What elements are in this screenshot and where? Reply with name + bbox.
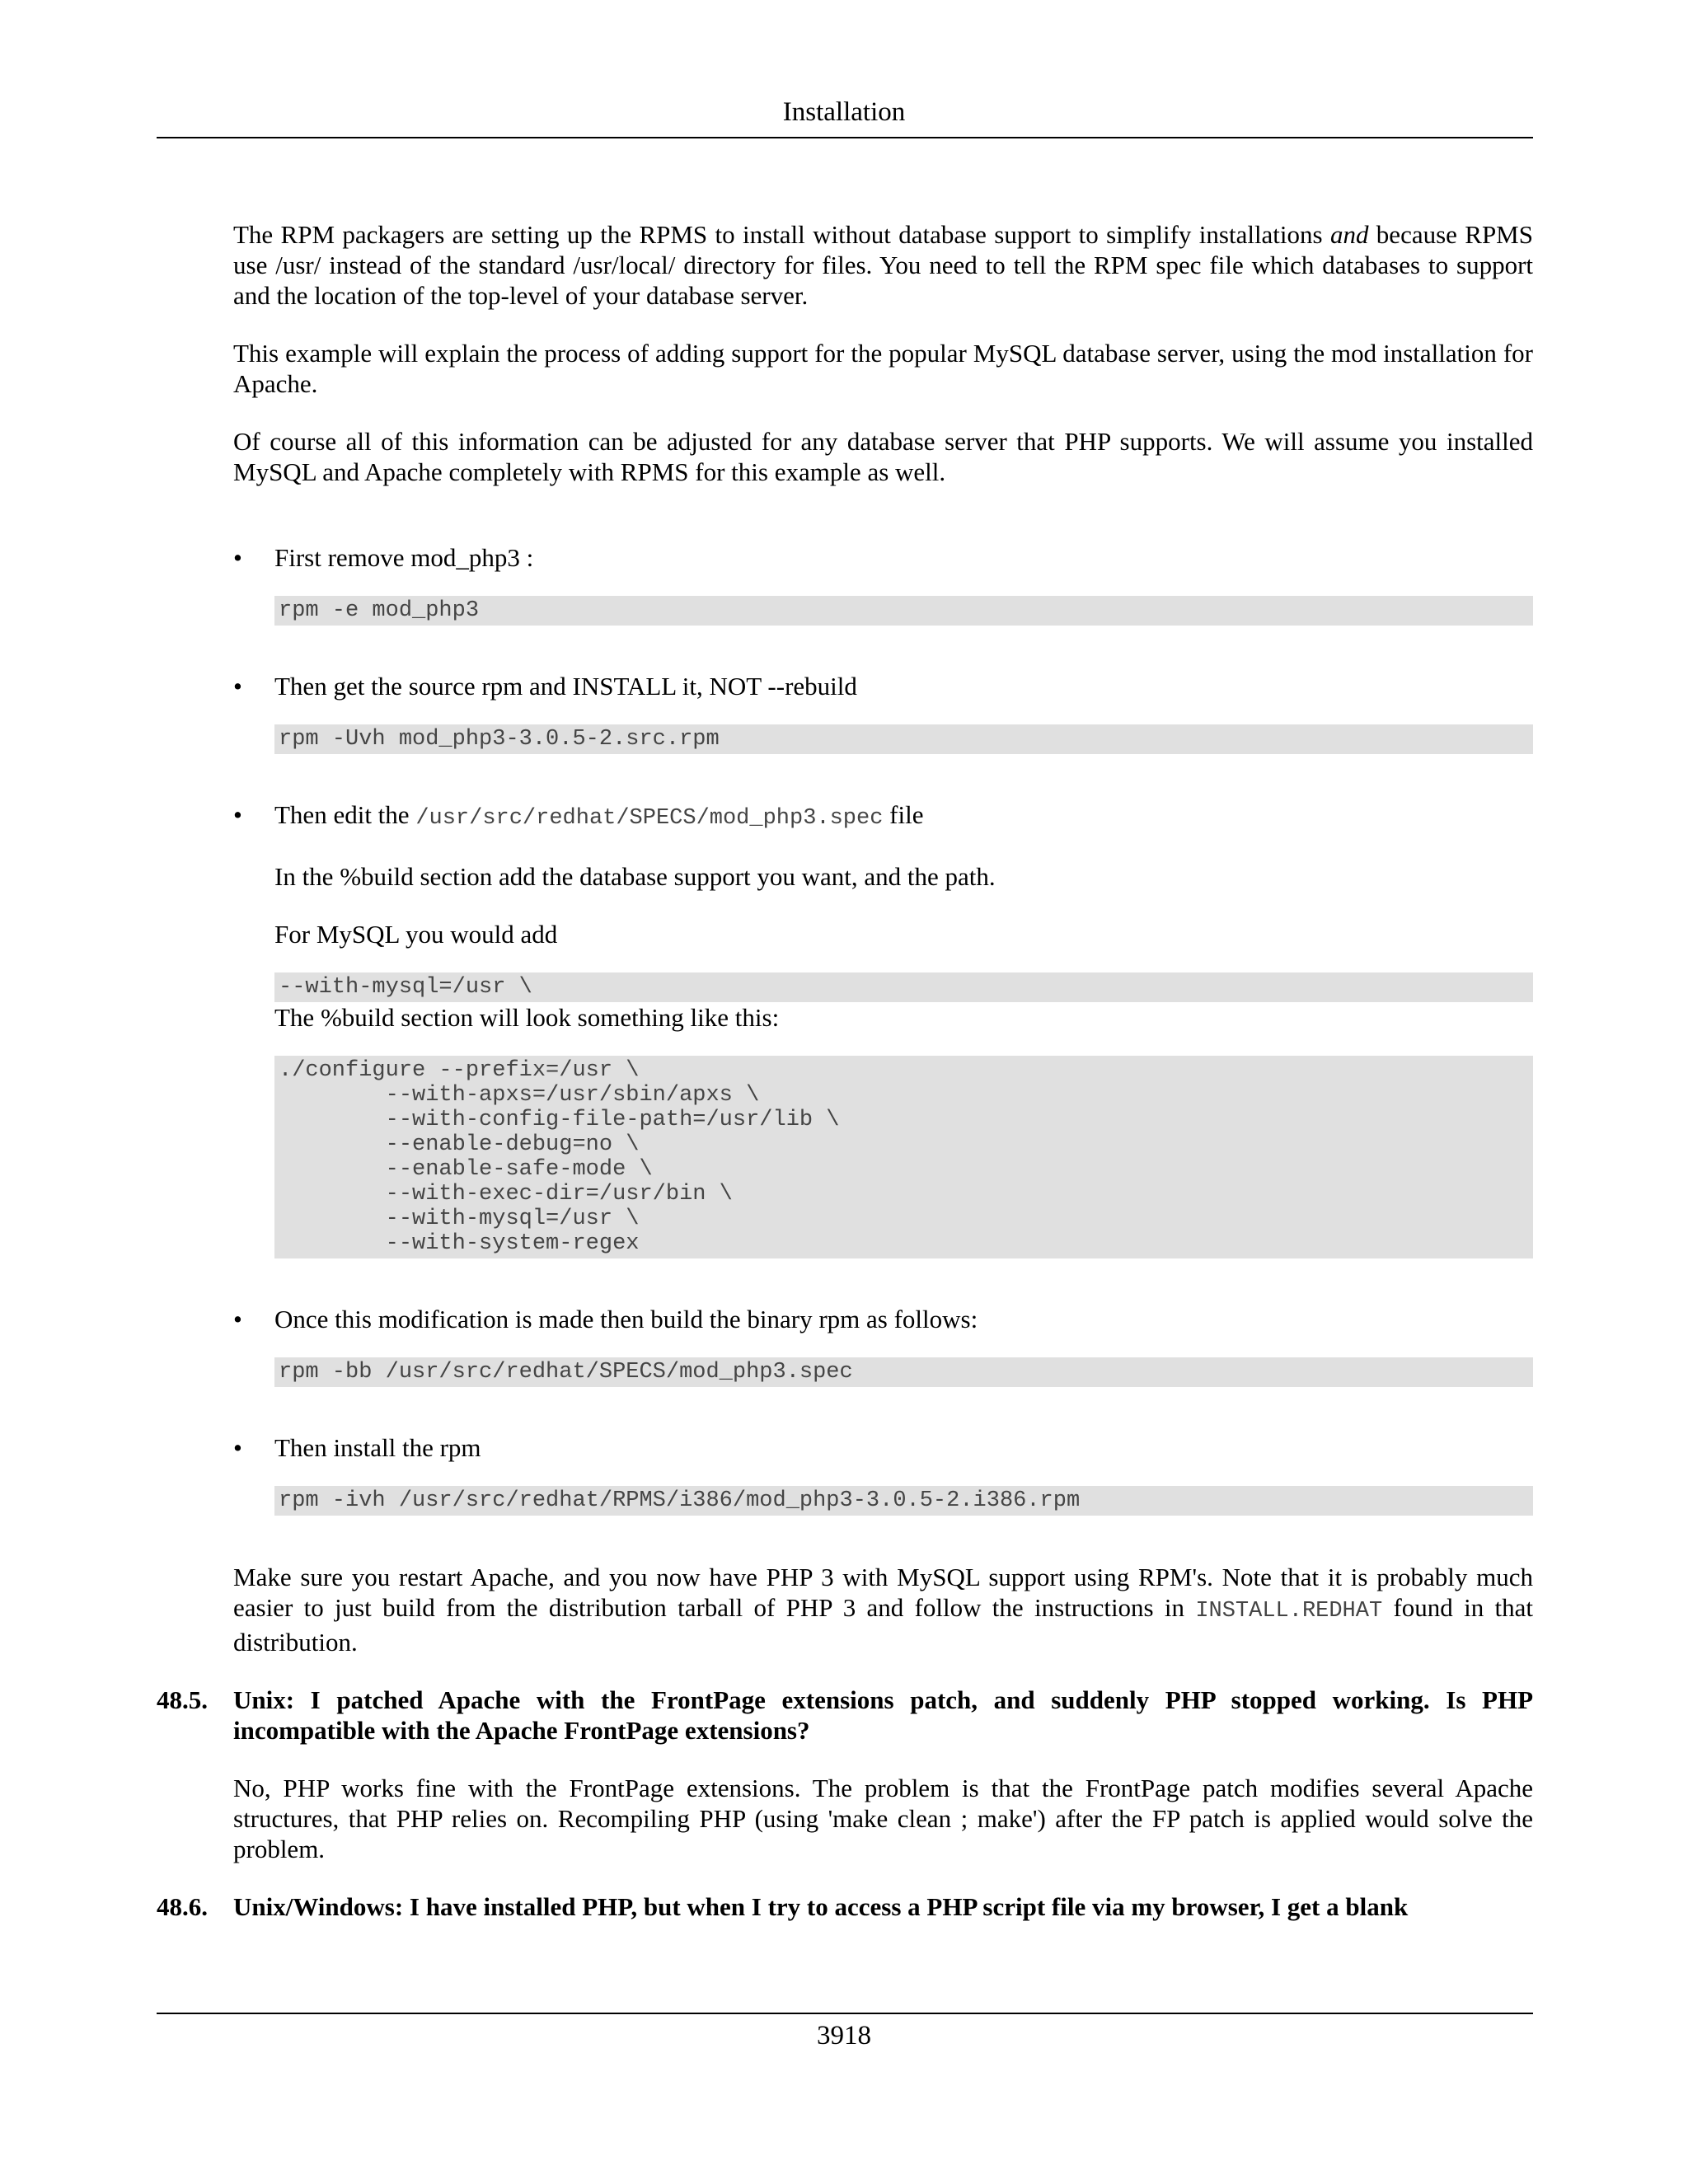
page-number: 3918 bbox=[817, 2021, 871, 2050]
outro-paragraph: Make sure you restart Apache, and you now have PHP 3 with MySQL support using RPM's. Note that it is probably much easier to just build from the distribution tarball of PHP 3 and follow the instructions in INSTALL.REDHAT found in that distribution. bbox=[233, 1563, 1533, 1657]
intro-paragraph-1: The RPM packagers are setting up the RPMS to install without database support to simplify installations and because RPMS use /usr/ instead of the standard /usr/local/ directory for files. You need to tell the RPM spec file which databases to support and the location of the top-level of your database server. bbox=[233, 220, 1533, 310]
inline-code: /usr/src/redhat/SPECS/mod_php3.spec bbox=[415, 806, 884, 831]
inline-code: INSTALL.REDHAT bbox=[1195, 1599, 1383, 1624]
footer-rule bbox=[157, 2013, 1533, 2014]
question-number: 48.6. bbox=[157, 1892, 208, 1921]
step-remove bbox=[233, 542, 1533, 626]
faq-answer-48-5: No, PHP works fine with the FrontPage extensions. The problem is that the FrontPage patch modifies several Apache structures, that PHP relies on. Recompiling PHP (using 'make clean ; make') after the FP patch is applied would solve the problem. bbox=[233, 1774, 1533, 1863]
bullet-icon: • bbox=[233, 800, 242, 829]
bullet-icon: • bbox=[233, 1305, 242, 1333]
code-block: rpm -ivh /usr/src/redhat/RPMS/i386/mod_php3-3.0.5-2.i386.rpm bbox=[274, 1486, 1533, 1516]
bullet-icon: • bbox=[233, 1433, 242, 1462]
code-block: rpm -bb /usr/src/redhat/SPECS/mod_php3.spec bbox=[274, 1357, 1533, 1387]
steps-list bbox=[233, 542, 1533, 1516]
code-block: --with-mysql=/usr \ bbox=[274, 972, 1533, 1002]
step-get-source bbox=[233, 671, 1533, 754]
step-subtext: For MySQL you would add bbox=[274, 920, 558, 949]
emphasis-and: and bbox=[1329, 220, 1369, 249]
code-block: rpm -e mod_php3 bbox=[274, 596, 1533, 626]
code-block: rpm -Uvh mod_php3-3.0.5-2.src.rpm bbox=[274, 724, 1533, 754]
page-content bbox=[157, 219, 1533, 1922]
step-text: Then edit the /usr/src/redhat/SPECS/mod_php3.spec file bbox=[274, 800, 924, 831]
code-block-configure: ./configure --prefix=/usr \ --with-apxs=/usr/sbin/apxs \ --with-config-file-path=/usr/lib \ --enable-debug=no \ --enable-safe-mode \ --with-exec-dir=/usr/bin \ --with-mysql=/usr \ --with-system-regex bbox=[274, 1056, 1533, 1258]
bullet-icon: • bbox=[233, 672, 242, 701]
step-build-binary bbox=[233, 1304, 1533, 1387]
header-rule bbox=[157, 137, 1533, 138]
step-install-rpm bbox=[233, 1432, 1533, 1516]
bullet-icon: • bbox=[233, 543, 242, 572]
intro-paragraph-3: Of course all of this information can be adjusted for any database server that PHP supports. We will assume you installed MySQL and Apache completely with RPMS for this example as well. bbox=[233, 427, 1533, 486]
faq-question-48-6: 48.6. Unix/Windows: I have installed PHP, but when I try to access a PHP script file via my browser, I get a blank bbox=[157, 1892, 1409, 1921]
question-number: 48.5. bbox=[157, 1685, 208, 1714]
step-subtext: In the %build section add the database support you want, and the path. bbox=[274, 862, 996, 891]
intro-paragraph-2: This example will explain the process of adding support for the popular MySQL database server, using the mod installation for Apache. bbox=[233, 339, 1533, 398]
step-subtext: The %build section will look something like this: bbox=[274, 1003, 780, 1032]
step-text: First remove mod_php3 : bbox=[274, 543, 534, 572]
step-edit-spec bbox=[233, 799, 1533, 1258]
faq-question-48-5: 48.5. Unix: I patched Apache with the FrontPage extensions patch, and suddenly PHP stopped working. Is PHP incompatible with the Apache FrontPage extensions? bbox=[157, 1685, 1533, 1745]
step-text: Then install the rpm bbox=[274, 1433, 481, 1462]
step-text: Once this modification is made then build the binary rpm as follows: bbox=[274, 1305, 978, 1333]
running-header: Installation bbox=[782, 97, 906, 127]
step-text: Then get the source rpm and INSTALL it, NOT --rebuild bbox=[274, 672, 857, 701]
